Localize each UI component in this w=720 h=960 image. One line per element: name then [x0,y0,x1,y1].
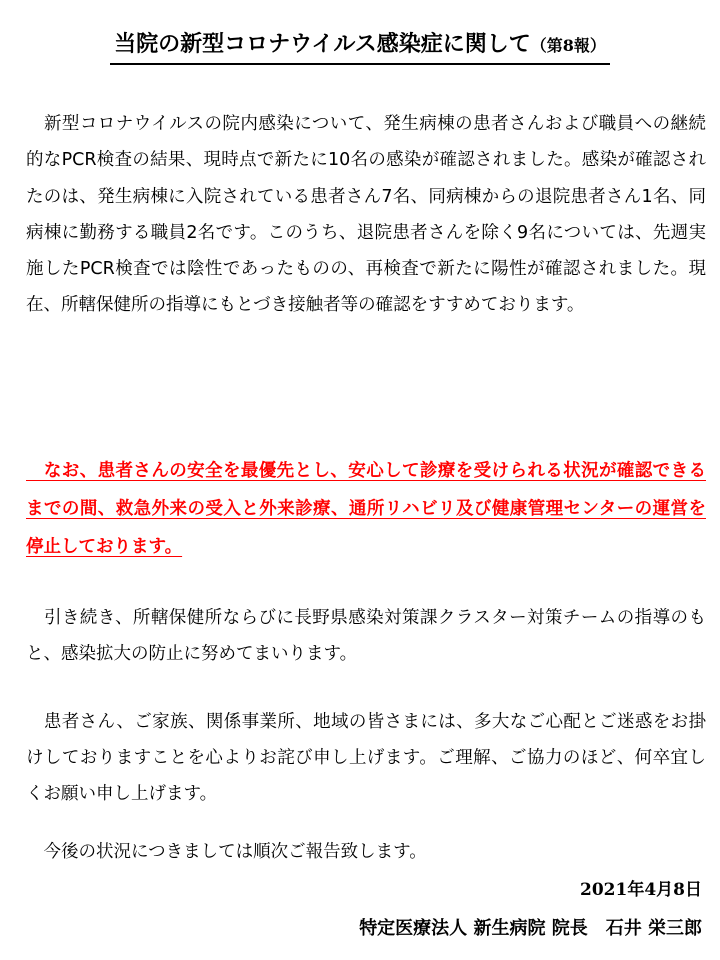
document-title [0,28,720,65]
title-underline [110,28,610,65]
document-date: 2021年4月8日 [580,880,702,900]
document-signature: 特定医療法人 新生病院 院長 石井 栄三郎 [359,918,702,939]
paragraph-future-updates: 今後の状況につきましては順次ご報告致します。 [26,842,427,862]
title-main: 当院の新型コロナウイルス感染症に関して [114,31,531,57]
paragraph-infection-report: 新型コロナウイルスの院内感染について、発生病棟の患者さんおよび職員への継続的なPCR検査の結果、現時点で新たに10名の感染が確認されました。感染が確認されたのは、発生病棟に入院されている患者さん7名、同病棟からの退院患者さん1名、同病棟に勤務する職員2名です。このうち、退院患者さんを除く9名については、先週実施したPCR検査では陰性であったものの、再検査で新たに陽性が確認されました。現在、所轄保健所の指導にもとづき接触者等の確認をすすめております。 [26,114,706,316]
paragraph-apology: 患者さん、ご家族、関係事業所、地域の皆さまには、多大なご心配とご迷惑をお掛けしておりますことを心よりお詫び申し上げます。ご理解、ご協力のほど、何卒宜しくお願い申し上げます。 [26,712,706,804]
title-report-number: （第8報） [530,36,606,55]
paragraph-prevention-efforts: 引き続き、所轄保健所ならびに長野県感染対策課クラスター対策チームの指導のもと、感染拡大の防止に努めてまいります。 [26,608,706,664]
paragraph-service-suspension-notice: なお、患者さんの安全を最優先とし、安心して診療を受けられる状況が確認できるまでの間、救急外来の受入と外来診療、通所リハビリ及び健康管理センターの運営を停止しております。 [26,461,706,557]
